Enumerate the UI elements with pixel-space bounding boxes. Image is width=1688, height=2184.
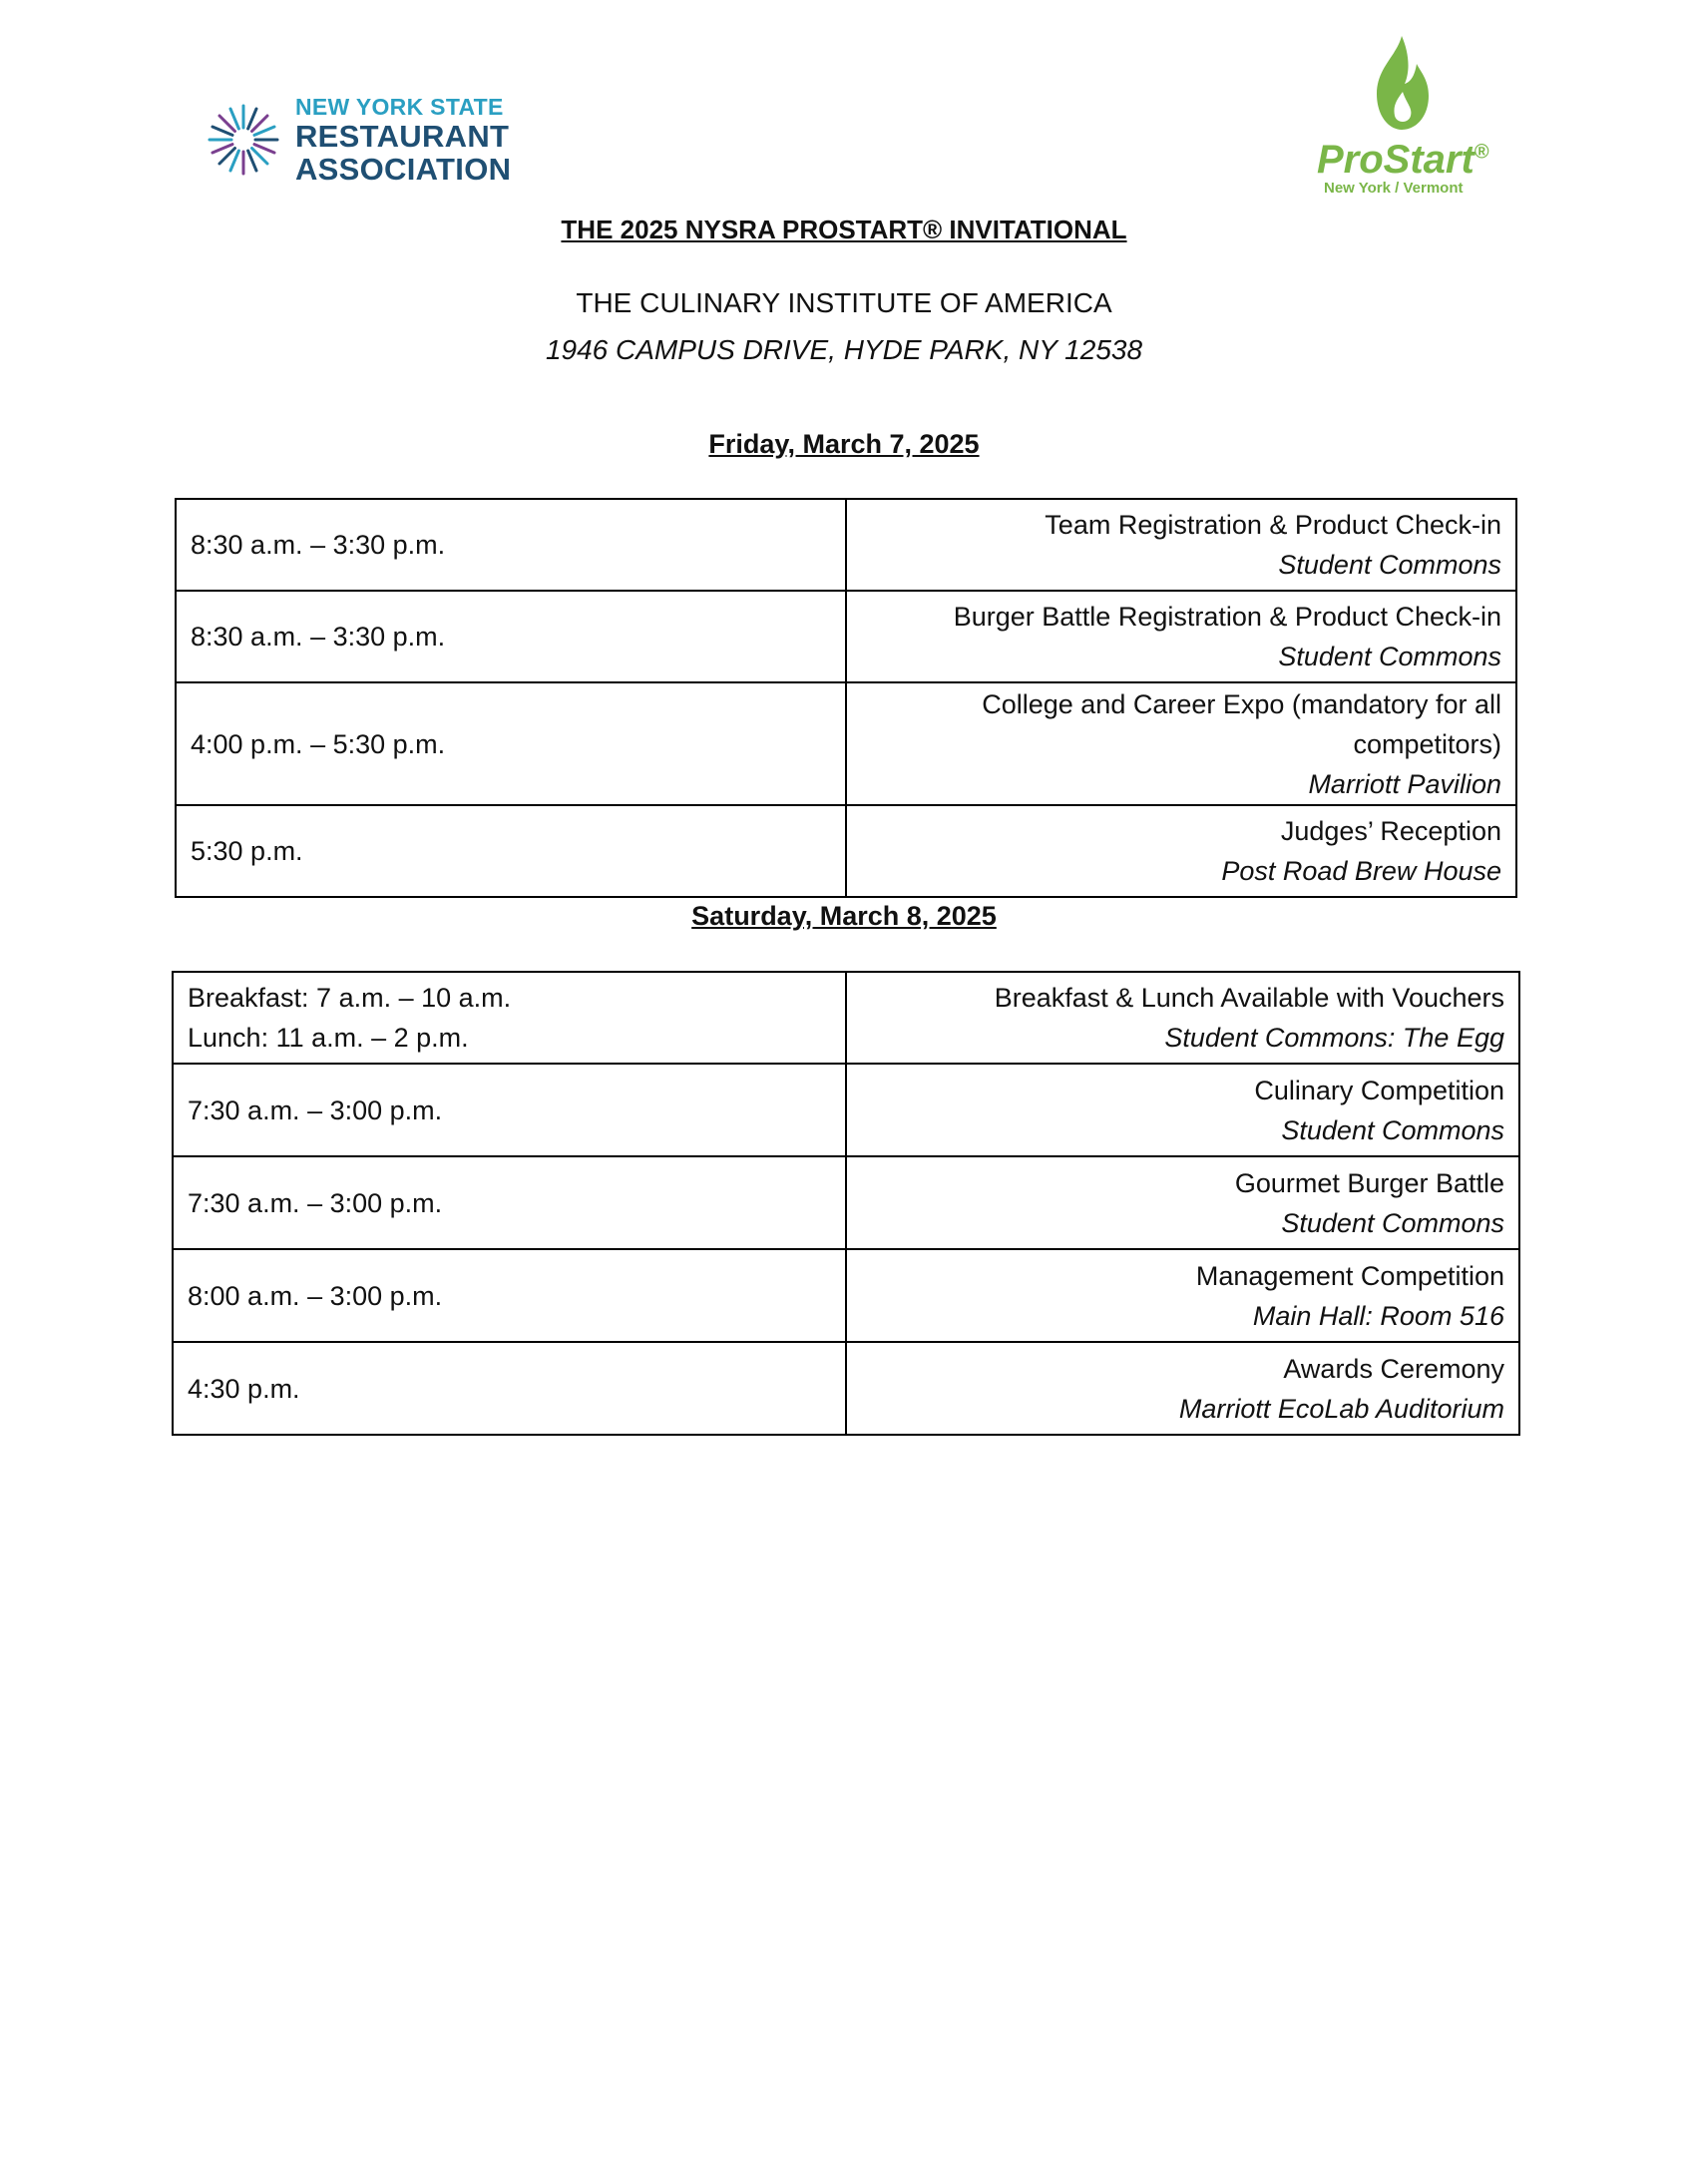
breakfast-time: Breakfast: 7 a.m. – 10 a.m. xyxy=(188,983,512,1013)
prostart-logo xyxy=(1297,34,1506,204)
time-cell: 4:30 p.m. xyxy=(173,1342,846,1435)
prostart-reg-mark: ® xyxy=(1474,141,1489,164)
event-cell xyxy=(846,499,1516,591)
table-row xyxy=(173,1064,1519,1156)
time-cell xyxy=(173,972,846,1064)
friday-schedule-table xyxy=(175,498,1517,898)
event-cell xyxy=(846,682,1516,805)
event-cell xyxy=(846,805,1516,897)
document-title: THE 2025 NYSRA PROSTART® INVITATIONAL xyxy=(561,215,1127,244)
time-cell: 8:30 a.m. – 3:30 p.m. xyxy=(176,499,846,591)
prostart-logo-subtitle: New York / Vermont xyxy=(1324,180,1464,197)
event-location: Student Commons xyxy=(1278,550,1501,580)
event-name: Burger Battle Registration & Product Check-in xyxy=(953,602,1501,632)
event-cell xyxy=(846,591,1516,682)
event-name: Judges’ Reception xyxy=(1280,816,1501,846)
event-name: College and Career Expo (mandatory for all competitors) xyxy=(982,688,1501,759)
saturday-schedule-table xyxy=(172,971,1520,1436)
saturday-heading: Saturday, March 8, 2025 xyxy=(691,901,997,931)
event-name: Management Competition xyxy=(1195,1260,1504,1291)
friday-heading: Friday, March 7, 2025 xyxy=(708,429,980,459)
event-location: Student Commons xyxy=(1281,1114,1504,1145)
time-cell: 7:30 a.m. – 3:00 p.m. xyxy=(173,1064,846,1156)
event-location: Marriott EcoLab Auditorium xyxy=(1178,1393,1504,1424)
nysra-logo-line1: NEW YORK STATE xyxy=(295,94,504,120)
lunch-time: Lunch: 11 a.m. – 2 p.m. xyxy=(188,1023,469,1053)
prostart-logo-word: ProStart xyxy=(1317,138,1475,182)
event-location: Post Road Brew House xyxy=(1221,856,1501,886)
event-name: Culinary Competition xyxy=(1254,1075,1504,1105)
nysra-logo-line3: ASSOCIATION xyxy=(295,152,512,187)
time-cell: 8:30 a.m. – 3:30 p.m. xyxy=(176,591,846,682)
table-row xyxy=(176,499,1516,591)
table-row xyxy=(173,1156,1519,1249)
time-cell: 4:00 p.m. – 5:30 p.m. xyxy=(176,682,846,805)
nysra-logo xyxy=(204,96,523,186)
nysra-starburst-icon xyxy=(204,100,283,180)
event-name: Breakfast & Lunch Available with Vouchers xyxy=(994,983,1504,1013)
event-location: Marriott Pavilion xyxy=(1308,768,1501,799)
time-cell: 5:30 p.m. xyxy=(176,805,846,897)
event-name: Team Registration & Product Check-in xyxy=(1045,510,1501,540)
table-row xyxy=(173,972,1519,1064)
event-location: Student Commons: The Egg xyxy=(1164,1023,1504,1053)
event-location: Student Commons xyxy=(1281,1207,1504,1238)
event-name: Awards Ceremony xyxy=(1283,1353,1504,1384)
event-location: Student Commons xyxy=(1278,642,1501,671)
event-cell xyxy=(846,1342,1519,1435)
event-cell xyxy=(846,1249,1519,1342)
table-row xyxy=(173,1342,1519,1435)
event-cell xyxy=(846,972,1519,1064)
venue-name: THE CULINARY INSTITUTE OF AMERICA xyxy=(576,287,1112,318)
table-row xyxy=(176,591,1516,682)
flame-icon xyxy=(1367,34,1437,134)
event-cell xyxy=(846,1064,1519,1156)
time-cell: 7:30 a.m. – 3:00 p.m. xyxy=(173,1156,846,1249)
venue-address: 1946 CAMPUS DRIVE, HYDE PARK, NY 12538 xyxy=(545,334,1143,365)
table-row xyxy=(173,1249,1519,1342)
table-row xyxy=(176,805,1516,897)
time-cell: 8:00 a.m. – 3:00 p.m. xyxy=(173,1249,846,1342)
nysra-logo-line2: RESTAURANT xyxy=(295,119,510,154)
event-cell xyxy=(846,1156,1519,1249)
event-name: Gourmet Burger Battle xyxy=(1234,1167,1504,1198)
event-location: Main Hall: Room 516 xyxy=(1252,1300,1504,1331)
table-row xyxy=(176,682,1516,805)
